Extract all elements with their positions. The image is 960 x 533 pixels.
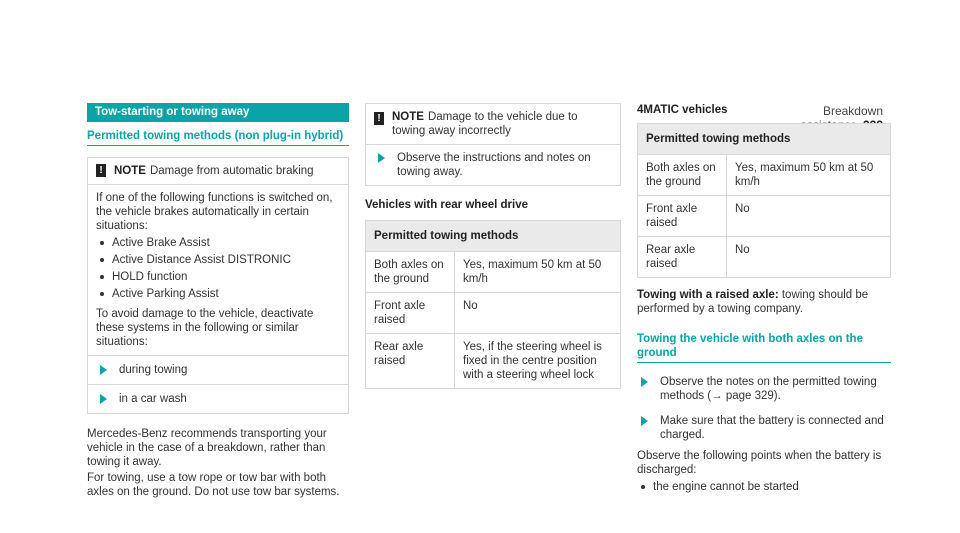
towing-methods-table-rwd xyxy=(365,220,621,389)
table-row xyxy=(366,334,621,389)
table-cell-label: Front axle raised xyxy=(366,293,455,334)
note-text: Damage from automatic braking xyxy=(149,165,314,177)
step-text: in a car wash xyxy=(119,393,187,405)
paragraph-observe: Observe the following points when the battery is discharged: xyxy=(637,450,882,476)
table-row xyxy=(366,252,621,293)
note-step xyxy=(88,385,348,413)
towing-methods-table-4matic xyxy=(637,123,891,278)
table-cell-value: Yes, if the steering wheel is fixed in the centre position with a steering wheel lock xyxy=(455,334,621,389)
column-1 xyxy=(87,103,349,499)
list-item xyxy=(96,270,340,284)
step-text: Make sure that the battery is connected and charged. xyxy=(660,415,884,441)
warning-icon: ! xyxy=(96,164,106,177)
table-cell-label: Both axles on the ground xyxy=(366,252,455,293)
note-text: Damage to the vehicle due to towing away incorrectly xyxy=(392,111,578,137)
step-arrow-icon xyxy=(378,153,385,163)
bullet-icon xyxy=(100,241,104,245)
list-item-text: Active Parking Assist xyxy=(112,288,219,300)
bullet-icon xyxy=(100,258,104,262)
bullet-icon xyxy=(100,275,104,279)
list-item xyxy=(637,480,891,494)
note-box-automatic-braking xyxy=(87,157,349,414)
note-header xyxy=(366,104,620,145)
step-arrow-icon xyxy=(100,365,107,375)
table-cell-value: No xyxy=(727,196,891,237)
paragraph-tow-rope: For towing, use a tow rope or tow bar with both axles on the ground. Do not use tow bar systems. xyxy=(87,472,340,498)
note-step xyxy=(88,356,348,385)
note-after-text: To avoid damage to the vehicle, deactivate these systems in the following or similar situations: xyxy=(96,308,314,348)
subheading-permitted-towing: Permitted towing methods (non plug-in hybrid) xyxy=(87,129,349,146)
table-cell-value: Yes, maximum 50 km at 50 km/h xyxy=(727,155,891,196)
column-3 xyxy=(637,103,891,494)
header-title: Breakdown xyxy=(822,104,883,118)
paragraph-raised-axle xyxy=(637,288,891,316)
list-item-text: the engine cannot be started xyxy=(653,481,799,493)
list-item-text: HOLD function xyxy=(112,271,188,283)
table-header: Permitted towing methods xyxy=(638,124,891,155)
table-cell-label: Both axles on the ground xyxy=(638,155,727,196)
table-cell-value: Yes, maximum 50 km at 50 km/h xyxy=(455,252,621,293)
heading-4matic: 4MATIC vehicles xyxy=(637,104,728,116)
raised-axle-text: towing should be performed by a towing company. xyxy=(637,289,869,315)
step-text: Observe the instructions and notes on towing away. xyxy=(397,152,591,178)
note-body xyxy=(88,185,348,356)
bullet-icon xyxy=(100,292,104,296)
table-row xyxy=(366,293,621,334)
note-title: NOTE xyxy=(392,111,424,123)
heading-rear-wheel-drive: Vehicles with rear wheel drive xyxy=(365,199,528,211)
raised-axle-label: Towing with a raised axle: xyxy=(637,289,779,301)
list-item-text: Active Distance Assist DISTRONIC xyxy=(112,254,291,266)
step-arrow-icon xyxy=(100,394,107,404)
list-item xyxy=(96,236,340,250)
table-header: Permitted towing methods xyxy=(366,221,621,252)
note-header xyxy=(88,158,348,185)
list-item xyxy=(96,253,340,267)
note-step xyxy=(366,145,620,185)
section-title-bar: Tow-starting or towing away xyxy=(87,103,349,122)
table-cell-value: No xyxy=(455,293,621,334)
paragraph-recommendation: Mercedes-Benz recommends transporting your vehicle in the case of a breakdown, rather than towing it away. xyxy=(87,428,327,468)
table-row xyxy=(638,155,891,196)
column-2 xyxy=(365,103,621,389)
note-title: NOTE xyxy=(114,165,146,177)
table-row xyxy=(638,196,891,237)
step-battery xyxy=(637,414,891,442)
table-cell-label: Rear axle raised xyxy=(638,237,727,278)
note-box-towing-damage xyxy=(365,103,621,186)
subheading-both-axles: Towing the vehicle with both axles on the ground xyxy=(637,332,891,363)
list-item xyxy=(96,287,340,301)
step-arrow-icon xyxy=(641,416,648,426)
note-body-text: If one of the following functions is switched on, the vehicle brakes automatically in certain situations: xyxy=(96,192,333,232)
bullet-icon xyxy=(641,485,645,489)
table-row xyxy=(638,237,891,278)
table-cell-label: Rear axle raised xyxy=(366,334,455,389)
list-item-text: Active Brake Assist xyxy=(112,237,210,249)
step-text: Observe the notes on the permitted towing methods (→ page 329). xyxy=(660,376,877,402)
step-arrow-icon xyxy=(641,377,648,387)
step-text: during towing xyxy=(119,364,188,376)
warning-icon: ! xyxy=(374,112,384,125)
step-observe-notes xyxy=(637,375,891,403)
table-cell-label: Front axle raised xyxy=(638,196,727,237)
table-cell-value: No xyxy=(727,237,891,278)
